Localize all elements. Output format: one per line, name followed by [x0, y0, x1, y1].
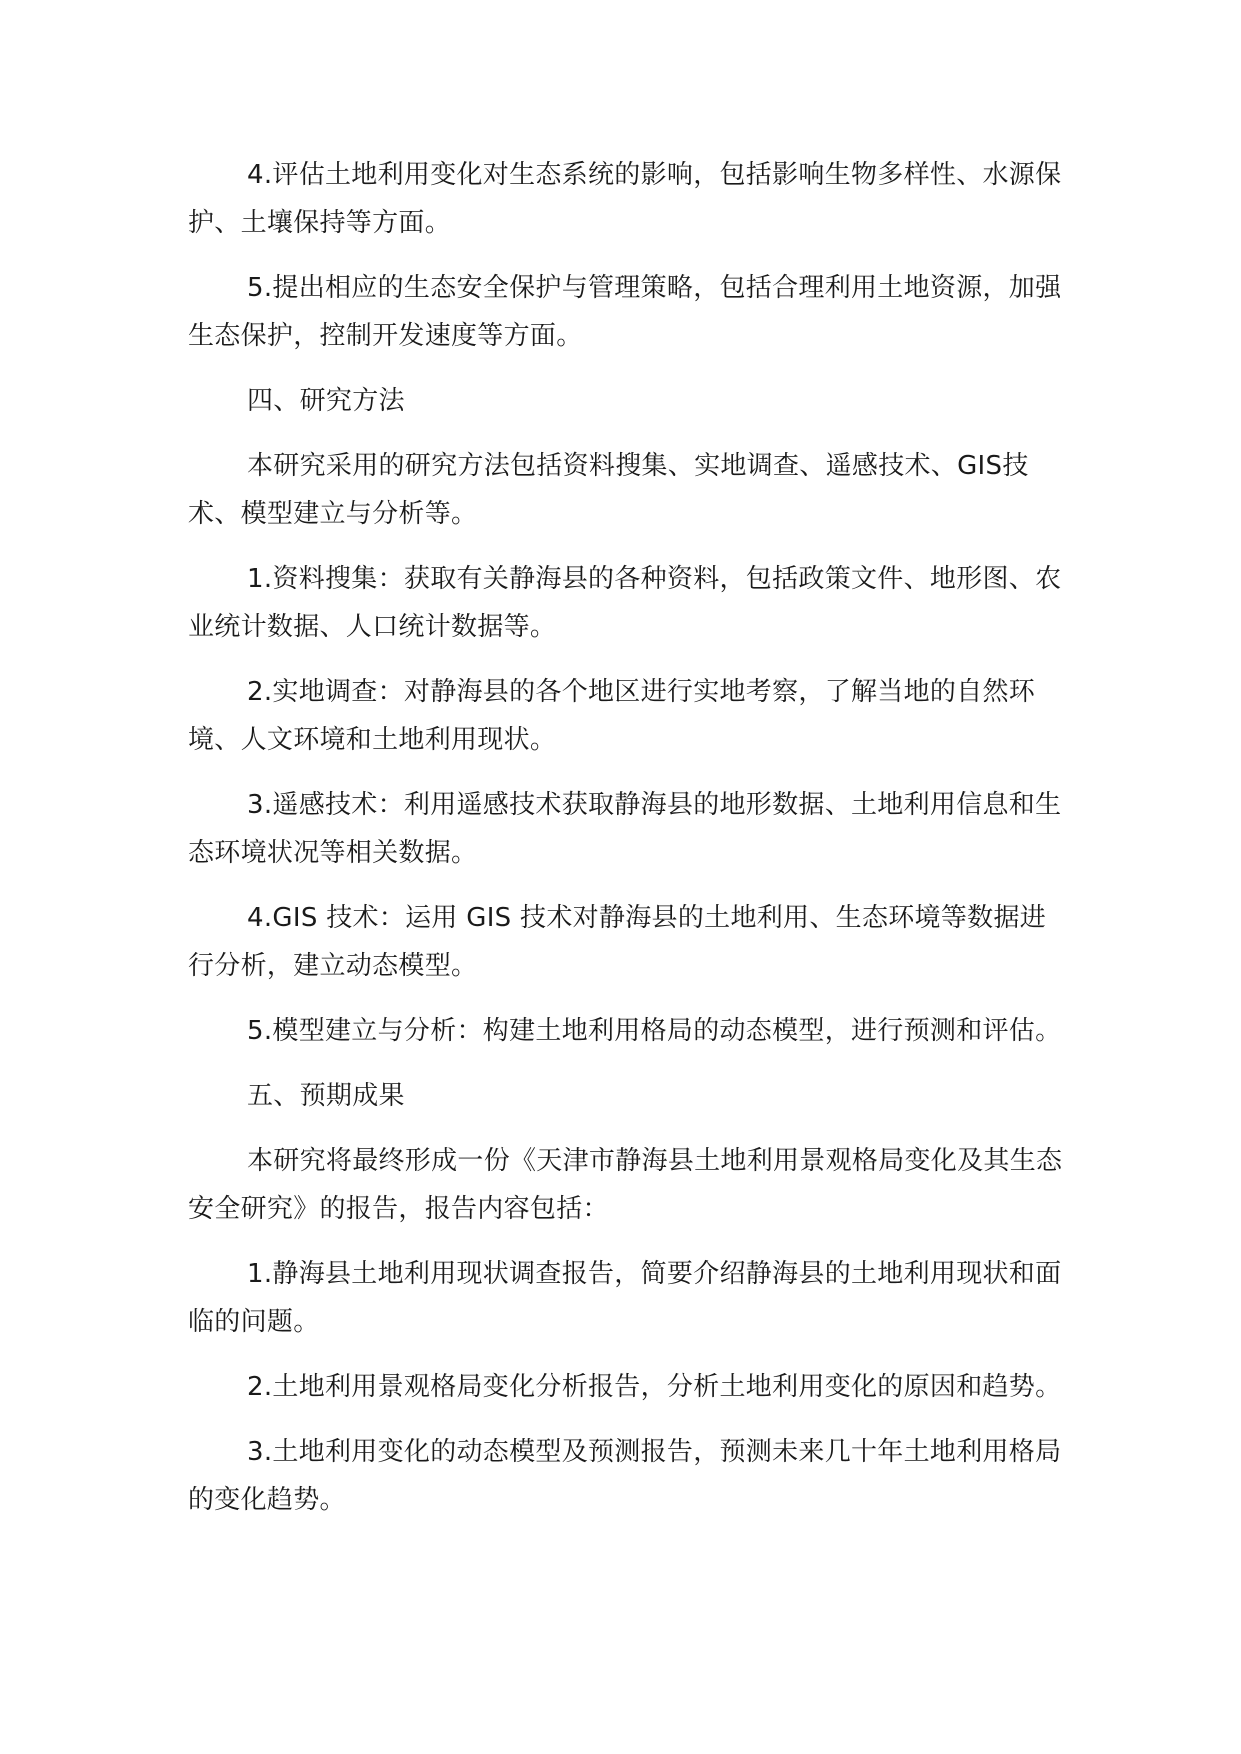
paragraph-methods-intro: 本研究采用的研究方法包括资料搜集、实地调查、遥感技术、GIS技术、模型建立与分析等。 — [188, 451, 1029, 529]
paragraph-result-change-analysis: 2.土地利用景观格局变化分析报告，分析土地利用变化的原因和趋势。 — [247, 1372, 1062, 1402]
paragraph-method-field-survey: 2.实地调查：对静海县的各个地区进行实地考察，了解当地的自然环境、人文环境和土地利用现状。 — [188, 677, 1036, 755]
paragraph-result-status-report: 1.静海县土地利用现状调查报告，简要介绍静海县的土地利用现状和面临的问题。 — [188, 1259, 1062, 1337]
document-body — [188, 151, 1068, 1541]
paragraph-item-5-protection-strategy: 5.提出相应的生态安全保护与管理策略，包括合理利用土地资源，加强生态保护，控制开发速度等方面。 — [188, 273, 1062, 351]
paragraph-method-remote-sensing: 3.遥感技术：利用遥感技术获取静海县的地形数据、土地利用信息和生态环境状况等相关数据。 — [188, 790, 1062, 868]
paragraph-result-dynamic-model: 3.土地利用变化的动态模型及预测报告，预测未来几十年土地利用格局的变化趋势。 — [188, 1437, 1062, 1515]
section-heading-expected-results: 五、预期成果 — [247, 1081, 405, 1111]
paragraph-method-data-collection: 1.资料搜集：获取有关静海县的各种资料，包括政策文件、地形图、农业统计数据、人口统计数据等。 — [188, 564, 1062, 642]
paragraph-method-modeling: 5.模型建立与分析：构建土地利用格局的动态模型，进行预测和评估。 — [247, 1016, 1062, 1046]
paragraph-method-gis: 4.GIS 技术：运用 GIS 技术对静海县的土地利用、生态环境等数据进行分析，建立动态模型。 — [188, 903, 1047, 981]
paragraph-results-intro: 本研究将最终形成一份《天津市静海县土地利用景观格局变化及其生态安全研究》的报告，报告内容包括： — [188, 1146, 1063, 1224]
paragraph-item-4-ecosystem-impact: 4.评估土地利用变化对生态系统的影响，包括影响生物多样性、水源保护、土壤保持等方面。 — [188, 160, 1062, 238]
section-heading-research-methods: 四、研究方法 — [247, 386, 405, 416]
